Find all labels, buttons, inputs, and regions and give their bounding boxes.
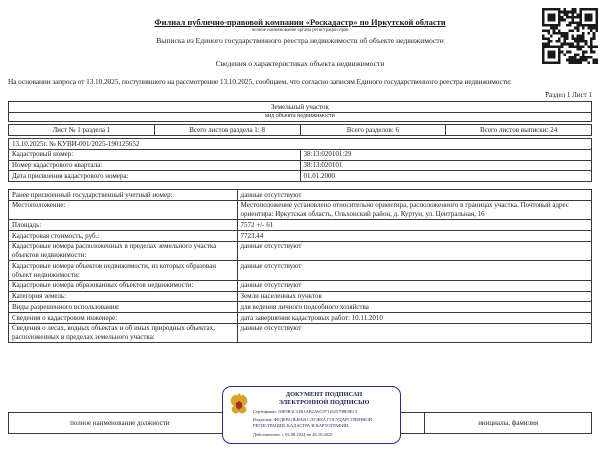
cadastral-table	[8, 138, 592, 182]
table-row	[9, 313, 592, 324]
org-name: Филиал публично-правовой компании «Роскадастр» по Иркутской области	[154, 17, 446, 27]
sheet-info-cell: Всего листов раздела 1: 8	[154, 125, 300, 136]
row-value: 7723.44	[237, 231, 591, 242]
table-row	[9, 261, 592, 281]
table-row	[9, 323, 592, 343]
row-label: Номер кадастрового квартала:	[9, 160, 301, 171]
row-label: Кадастровые номера объектов недвижимости, из которых образован объект недвижимости:	[9, 261, 238, 281]
stamp-owner: Владелец: ФЕДЕРАЛЬНАЯ СЛУЖБА ГОСУДАРСТВЕННОЙ РЕГИСТРАЦИИ, КАДАСТРА И КАРТОГРАФИИ	[253, 417, 373, 429]
stamp-title-line1: ДОКУМЕНТ ПОДПИСАН	[285, 391, 363, 398]
row-label: Кадастровый номер:	[9, 149, 301, 160]
table-row	[9, 241, 592, 261]
document-title: Выписка из Единого государственного реестра недвижимости об объекте недвижимости	[156, 36, 444, 45]
row-label: Ранее присвоенный государственный учетный номер:	[9, 190, 238, 201]
org-caption: полное наименование органа регистрации прав	[251, 28, 349, 33]
stamp-validity: Действителен: с 02.08.2024 по 26.10.2025	[253, 431, 333, 437]
row-value: 38:13:020101:29	[300, 149, 592, 160]
signature-position-label: полное наименование должности	[9, 413, 232, 434]
table-row	[9, 220, 592, 231]
table-row	[9, 190, 592, 201]
row-value: данные отсутствуют	[237, 241, 591, 261]
sheet-info-cell: Всего разделов: 6	[300, 125, 446, 136]
object-type-table	[8, 101, 592, 122]
russian-coat-of-arms-icon	[229, 393, 249, 417]
row-label: Кадастровая стоимость, руб.:	[9, 231, 238, 242]
table-row	[9, 280, 592, 291]
row-value: для ведения личного подсобного хозяйства	[237, 302, 591, 313]
object-type-value: Земельный участок	[9, 102, 592, 113]
table-row	[9, 302, 592, 313]
basis-line: На основании запроса от 13.10.2025, поступившего на рассмотрение 13.10.2025, сообщаем, что согласно записям Единого государственного реестра недвижимости:	[8, 77, 512, 86]
table-row	[9, 291, 592, 302]
row-label: Сведения о лесах, водных объектах и об иных природных объектах, расположенных в пределах земельного участка:	[9, 323, 238, 343]
signature-name-label: инициалы, фамилия	[425, 413, 592, 434]
row-value: данные отсутствуют	[237, 261, 591, 281]
row-value: дата завершения кадастровых работ: 10.11.2010	[237, 313, 591, 324]
sheet-info-table	[8, 124, 592, 136]
row-value: 01.01.2000	[300, 171, 592, 182]
row-label: Кадастровые номера образованных объектов недвижимости:	[9, 280, 238, 291]
section-title: Сведения о характеристиках объекта недвижимости	[215, 59, 385, 68]
sheet-info-cell: Лист № 1 раздела 1	[9, 125, 155, 136]
row-label: Дата присвоения кадастрового номера:	[9, 171, 301, 182]
row-label: Кадастровые номера расположенных в пределах земельного участка объектов недвижимости:	[9, 241, 238, 261]
row-value: данные отсутствуют	[237, 280, 591, 291]
row-label: Местоположение:	[9, 200, 238, 220]
characteristics-table	[8, 189, 592, 343]
stamp-title-line2: ЭЛЕКТРОННОЙ ПОДПИСЬЮ	[278, 399, 370, 407]
row-label: Виды разрешенного использования:	[9, 302, 238, 313]
row-value: данные отсутствуют	[237, 190, 591, 201]
object-type-caption: вид объекта недвижимости	[9, 112, 592, 122]
section-sheet-label: Раздел 1 Лист 1	[545, 91, 592, 99]
row-value: Земли населенных пунктов	[237, 291, 591, 302]
sheet-info-cell: Всего листов выписки: 24	[446, 125, 592, 136]
digital-signature-stamp	[222, 386, 401, 444]
row-value: 38:13:020101	[300, 160, 592, 171]
table-row	[9, 200, 592, 220]
stamp-certificate: Сертификат: 00F9B3C31B1AB2A6C9711625798E8E13	[253, 409, 358, 415]
table-row	[9, 231, 592, 242]
row-label: Площадь:	[9, 220, 238, 231]
row-value: данные отсутствуют	[237, 323, 591, 343]
request-number: 13.10.2025г. № КУВИ-001/2025-190125652	[9, 139, 592, 150]
row-value: Местоположение установлено относительно ориентира, расположенного в границах участка. Почтовый адрес ориентира: Иркутская область, Ольхонский район, д. Куртун, ул. Центральная, 16	[237, 200, 591, 220]
row-value: 7572 +/- 61	[237, 220, 591, 231]
row-label: Сведения о кадастровом инженере:	[9, 313, 238, 324]
row-label: Категория земель:	[9, 291, 238, 302]
